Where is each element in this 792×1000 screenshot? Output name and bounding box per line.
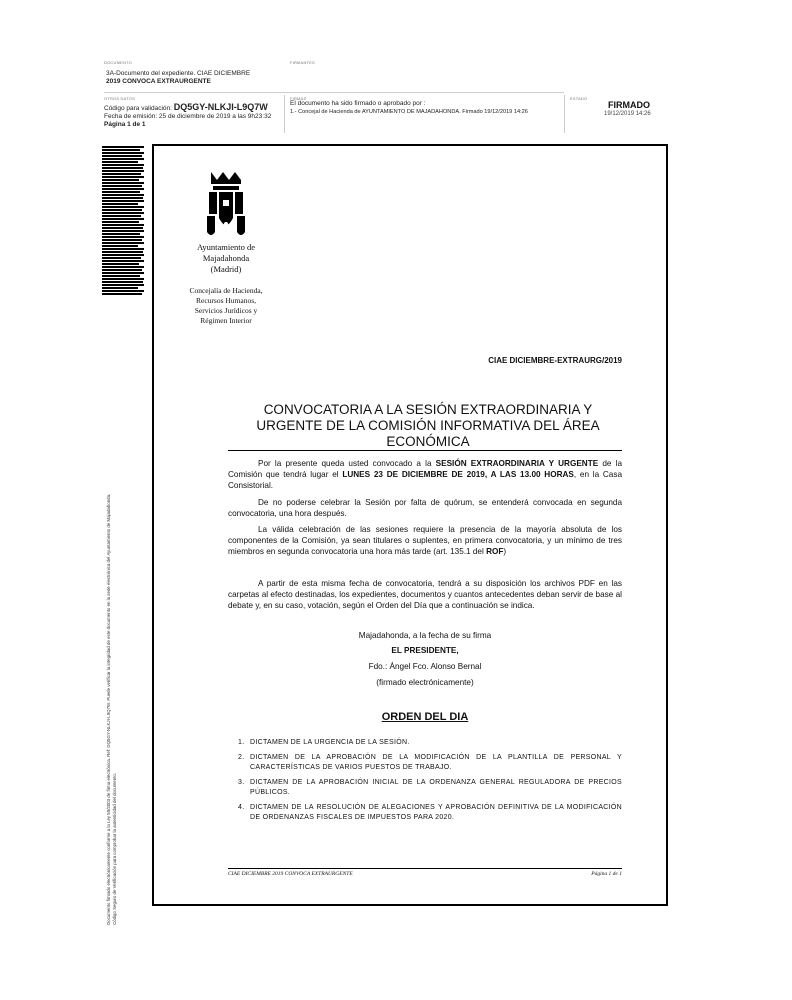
department-name: Concejalía de Hacienda, Recursos Humanos, Servicios Jurídicos y Régimen Interior bbox=[189, 286, 263, 325]
documento-value: 3A-Documento del expediente. CIAE DICIEMBRE 2019 CONVOCA EXTRAURGENTE bbox=[106, 70, 251, 85]
signer-name: Fdo.: Ángel Fco. Alonso Bernal bbox=[368, 662, 482, 671]
firmas-text-1: El documento ha sido firmado o aprobado por : bbox=[290, 100, 426, 107]
header-vline-2 bbox=[564, 95, 565, 133]
footer-page-number: Página 1 de 1 bbox=[591, 871, 622, 877]
footer-rule bbox=[228, 868, 622, 869]
estado-label: ESTADO bbox=[570, 96, 588, 101]
footer-document-name: CIAE DICIEMBRE 2019 CONVOCA EXTRAURGENTE bbox=[228, 871, 353, 877]
otros-datos-label: OTROS DATOS bbox=[104, 96, 135, 101]
barcode bbox=[102, 146, 144, 296]
estado-date: 19/12/2019 14:26 bbox=[604, 111, 651, 117]
agenda-item: 2. DICTAMEN DE LA APROBACIÓN DE LA MODIFICACIÓN DE LA PLANTILLA DE PERSONAL Y CARACTERÍSTICAS DE VARIOS PUESTOS DE TRABAJO. bbox=[238, 754, 622, 771]
document-title: CONVOCATORIA A LA SESIÓN EXTRAORDINARIA Y URGENTE DE LA COMISIÓN INFORMATIVA DEL ÁREA ECONÓMICA bbox=[256, 402, 600, 449]
place-date: Majadahonda, a la fecha de su firma bbox=[358, 631, 492, 640]
agenda-item: 1. DICTAMEN DE LA URGENCIA DE LA SESIÓN. bbox=[238, 739, 410, 746]
firmas-label: FIRMAS bbox=[290, 96, 307, 101]
organization-name: Ayuntamiento de Majadahonda (Madrid) bbox=[197, 242, 255, 274]
codigo-validacion: Código para validación: DQ5GY-NLKJI-L9Q7W bbox=[104, 102, 268, 112]
firmas-header-label: FIRMANTES bbox=[290, 60, 315, 65]
agenda-list bbox=[228, 738, 622, 828]
fecha-emision: Fecha de emisión: 25 de diciembre de 2019 a las 9h23:32 bbox=[104, 113, 272, 120]
signed-electronically: (firmado electrónicamente) bbox=[376, 678, 474, 687]
paragraph-validez: La válida celebración de las sesiones requiere la presencia de la mayoría absoluta de los componentes de la Comisión, ya sean titulares o suplentes, en primera convocatoria, y un mínimo de tres miembros en segunda convocatoria una hora más tarde (art. 135.1 del ROF) bbox=[228, 525, 622, 556]
paragraph-convocatoria: Por la presente queda usted convocado a la SESIÓN EXTRAORDINARIA Y URGENTE de la Comisión que tendrá lugar el LUNES 23 DE DICIEMBRE DE 2019, A LAS 13.00 HORAS, en la Casa Consistorial. bbox=[228, 459, 622, 490]
paragraph-quorum: De no poderse celebrar la Sesión por falta de quórum, se entenderá convocada en segunda convocatoria, una hora después. bbox=[228, 498, 622, 518]
header-vline-1 bbox=[284, 95, 285, 133]
agenda-item: 3. DICTAMEN DE LA APROBACIÓN INICIAL DE LA ORDENANZA GENERAL REGULADORA DE PRECIOS PÚBLICOS. bbox=[238, 779, 622, 796]
title-rule bbox=[228, 450, 622, 451]
estado-value: FIRMADO bbox=[608, 100, 650, 110]
document-reference: CIAE DICIEMBRE-EXTRAURG/2019 bbox=[488, 356, 622, 365]
side-verification-text: Documento firmado electrónicamente conforme a la Ley 59/2003 de firma electrónica. Ref: DQ5GY-NLKJI-L9Q7W. Puede verificar la integridad de este documento en la sede electrónica del Ayuntamiento de Majadahonda. Código Seguro de Verificación para comprobar la autenticidad del documento. bbox=[106, 493, 117, 925]
president-label: EL PRESIDENTE, bbox=[391, 646, 459, 655]
documento-label: DOCUMENTO bbox=[104, 60, 132, 65]
orden-del-dia-title: ORDEN DEL DIA bbox=[381, 711, 469, 723]
agenda-item: 4. DICTAMEN DE LA RESOLUCIÓN DE ALEGACIONES Y APROBACIÓN DEFINITIVA DE LA MODIFICACIÓN DE ORDENANZAS FISCALES DE IMPUESTOS PARA 2020. bbox=[238, 804, 622, 821]
header-divider bbox=[104, 92, 564, 93]
coat-of-arms-icon bbox=[203, 170, 249, 240]
pagina-header: Página 1 de 1 bbox=[104, 121, 146, 128]
firmas-text-2: 1.- Concejal de Hacienda de AYUNTAMIENTO DE MAJADAHONDA. Firmado 19/12/2019 14:26 bbox=[290, 109, 528, 115]
paragraph-disposicion: A partir de esta misma fecha de convocatoria, tendrá a su disposición los archivos PDF en las carpetas al efecto destinadas, los expedientes, documentos y cuantos antecedentes deban servir de base al debate y, en su caso, votación, según el Orden del Día que a continuación se indica. bbox=[228, 579, 622, 610]
